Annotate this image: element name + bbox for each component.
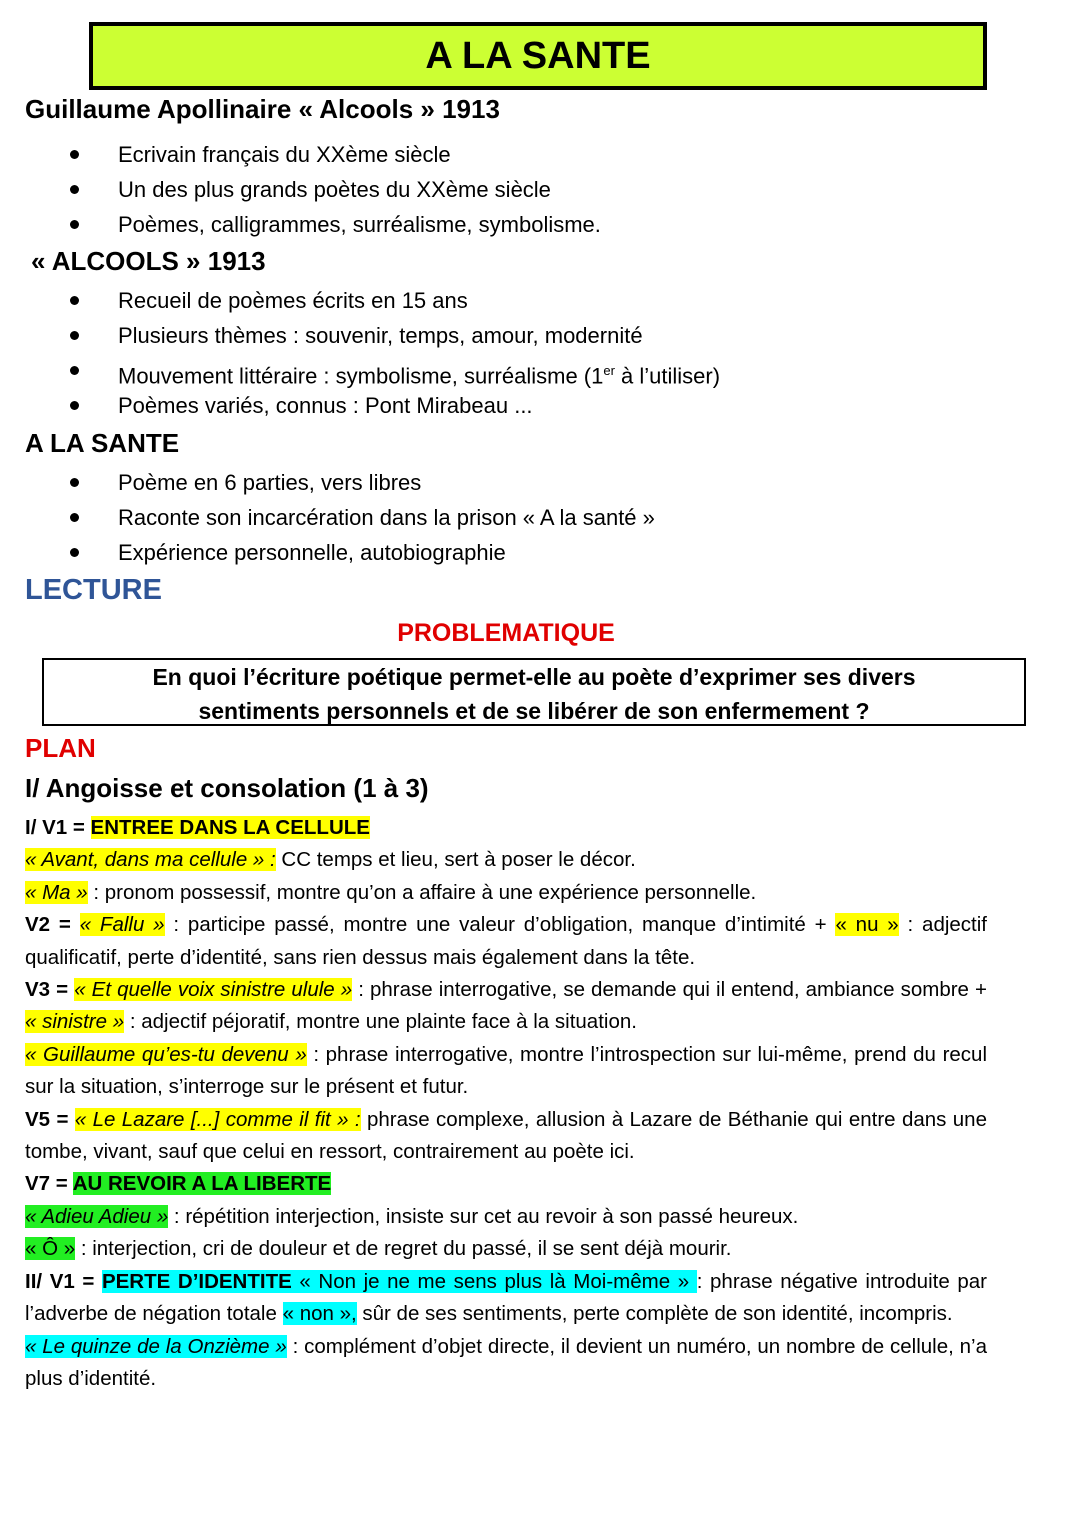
comment: : répétition interjection, insiste sur cet au revoir à son passé heureux. bbox=[168, 1204, 799, 1228]
quote: « Fallu » bbox=[79, 913, 165, 937]
analysis-line bbox=[25, 974, 987, 1039]
list-item-text: Recueil de poèmes écrits en 15 ans bbox=[118, 288, 468, 313]
list-item bbox=[0, 172, 601, 207]
list-item bbox=[0, 500, 655, 535]
analysis-line bbox=[25, 877, 987, 909]
bullet-icon bbox=[70, 366, 79, 375]
analysis-line bbox=[25, 844, 987, 876]
quote: « Adieu Adieu » bbox=[25, 1204, 169, 1228]
list-item-text: Poème en 6 parties, vers libres bbox=[118, 470, 422, 495]
bullet-icon bbox=[70, 513, 79, 522]
list-item bbox=[0, 137, 601, 172]
list-item-text: Expérience personnelle, autobiographie bbox=[118, 540, 506, 565]
comment: : interjection, cri de douleur et de regret du passé, il se sent déjà mourir. bbox=[75, 1237, 732, 1261]
author-list bbox=[0, 137, 601, 242]
quote: « Et quelle voix sinistre ulule » bbox=[74, 978, 353, 1002]
comment: : adjectif qualificatif, perte d’identité, sans rien dessus mais également dans la tête. bbox=[25, 913, 987, 969]
superscript: er bbox=[603, 363, 615, 378]
list-item bbox=[0, 318, 720, 353]
comment: phrase complexe, allusion à Lazare de Béthanie qui entre dans une tombe, vivant, sauf que celui en ressort, contrairement au poète ici. bbox=[25, 1107, 987, 1164]
bullet-icon bbox=[70, 185, 79, 194]
highlight-heading: PERTE D’IDENTITE bbox=[101, 1269, 292, 1293]
list-item bbox=[0, 207, 601, 242]
list-item-text: Poèmes variés, connus : Pont Mirabeau ... bbox=[118, 393, 533, 418]
analysis-line bbox=[25, 1201, 987, 1233]
bullet-icon bbox=[70, 331, 79, 340]
comment: : phrase négative introduite par l’adverbe de négation totale bbox=[25, 1269, 987, 1326]
verse-ref: V5 = bbox=[25, 1107, 75, 1131]
comment: : phrase interrogative, montre l’introspection sur lui-même, prend du recul sur la situation, s’interroge sur le présent et futur. bbox=[25, 1042, 988, 1099]
quote: « Avant, dans ma cellule » : bbox=[25, 848, 276, 872]
analysis-line bbox=[25, 1104, 987, 1169]
verse-ref: II/ V1 = bbox=[25, 1269, 102, 1293]
analysis-line bbox=[25, 909, 987, 974]
quote: « Le Lazare [...] comme il fit » : bbox=[74, 1107, 361, 1131]
analysis-line bbox=[25, 1233, 987, 1265]
section-heading-alcools: « ALCOOLS » 1913 bbox=[31, 246, 266, 276]
problematique-line: En quoi l’écriture poétique permet-elle au poète d’exprimer ses divers bbox=[152, 664, 916, 690]
list-item-text: Poèmes, calligrammes, surréalisme, symbolisme. bbox=[118, 212, 601, 237]
comment: : participe passé, montre une valeur d’obligation, manque d’intimité + bbox=[164, 913, 836, 937]
quote: « nu » bbox=[835, 913, 899, 937]
highlight-heading: AU REVOIR A LA LIBERTE bbox=[72, 1172, 332, 1196]
verse-ref: V3 = bbox=[25, 978, 75, 1002]
verse-ref: V2 = bbox=[25, 913, 80, 937]
quote: « Ma » bbox=[25, 880, 88, 904]
bullet-icon bbox=[70, 220, 79, 229]
list-item bbox=[0, 535, 655, 570]
comment: CC temps et lieu, sert à poser le décor. bbox=[275, 848, 636, 872]
list-item-text: à l’utiliser) bbox=[614, 363, 721, 389]
quote: « Ô » bbox=[25, 1237, 76, 1261]
quote: « Le quinze de la Onzième » bbox=[25, 1334, 287, 1358]
section-heading-sante: A LA SANTE bbox=[25, 428, 180, 458]
comment: : complément d’objet directe, il devient un numéro, un nombre de cellule, n’a plus d’identité. bbox=[25, 1334, 987, 1390]
problematique-title: PROBLEMATIQUE bbox=[397, 619, 615, 647]
list-item-text: Plusieurs thèmes : souvenir, temps, amour, modernité bbox=[118, 323, 643, 348]
comment: sûr de ses sentiments, perte complète de son identité, incompris. bbox=[356, 1302, 953, 1326]
list-item-text: Raconte son incarcération dans la prison « A la santé » bbox=[118, 505, 655, 530]
list-item-text: Mouvement littéraire : symbolisme, surréalisme (1 bbox=[118, 363, 604, 389]
analysis-line bbox=[25, 812, 987, 844]
highlight-heading: ENTREE DANS LA CELLULE bbox=[90, 816, 370, 839]
list-item-text: Ecrivain français du XXème siècle bbox=[118, 142, 451, 167]
alcools-list bbox=[0, 283, 720, 423]
bullet-icon bbox=[70, 548, 79, 557]
quote: « sinistre » bbox=[25, 1010, 125, 1034]
list-item-text: Un des plus grands poètes du XXème siècle bbox=[118, 177, 551, 202]
problematique-line: sentiments personnels et de se libérer de son enfermement ? bbox=[198, 698, 870, 724]
plan-heading: PLAN bbox=[25, 733, 96, 763]
list-item bbox=[0, 353, 720, 388]
bullet-icon bbox=[70, 478, 79, 487]
quote: « Guillaume qu’es-tu devenu » bbox=[25, 1042, 307, 1066]
analysis-line bbox=[25, 1168, 987, 1200]
bullet-icon bbox=[70, 401, 79, 410]
quote: « non », bbox=[282, 1302, 357, 1326]
list-item bbox=[0, 283, 720, 318]
section-heading-author: Guillaume Apollinaire « Alcools » 1913 bbox=[25, 94, 500, 124]
list-item bbox=[0, 388, 720, 423]
analysis-line bbox=[25, 1266, 987, 1331]
verse-ref: V7 = bbox=[25, 1172, 73, 1196]
verse-ref: I/ V1 = bbox=[25, 816, 91, 839]
analysis-line bbox=[25, 1039, 987, 1104]
part-heading: I/ Angoisse et consolation (1 à 3) bbox=[25, 773, 429, 803]
lecture-heading: LECTURE bbox=[25, 574, 162, 606]
sante-list bbox=[0, 465, 655, 570]
analysis-body bbox=[25, 812, 987, 1395]
list-item bbox=[0, 465, 655, 500]
analysis-line bbox=[25, 1331, 987, 1396]
quote: « Non je ne me sens plus là Moi-même » bbox=[291, 1269, 697, 1293]
page-title: A LA SANTE bbox=[89, 22, 987, 90]
problematique-box bbox=[42, 658, 1026, 726]
comment: : pronom possessif, montre qu’on a affaire à une expérience personnelle. bbox=[87, 880, 757, 904]
bullet-icon bbox=[70, 150, 79, 159]
comment: : adjectif péjoratif, montre une plainte face à la situation. bbox=[124, 1010, 637, 1034]
bullet-icon bbox=[70, 296, 79, 305]
comment: : phrase interrogative, se demande qui il entend, ambiance sombre + bbox=[352, 978, 987, 1002]
